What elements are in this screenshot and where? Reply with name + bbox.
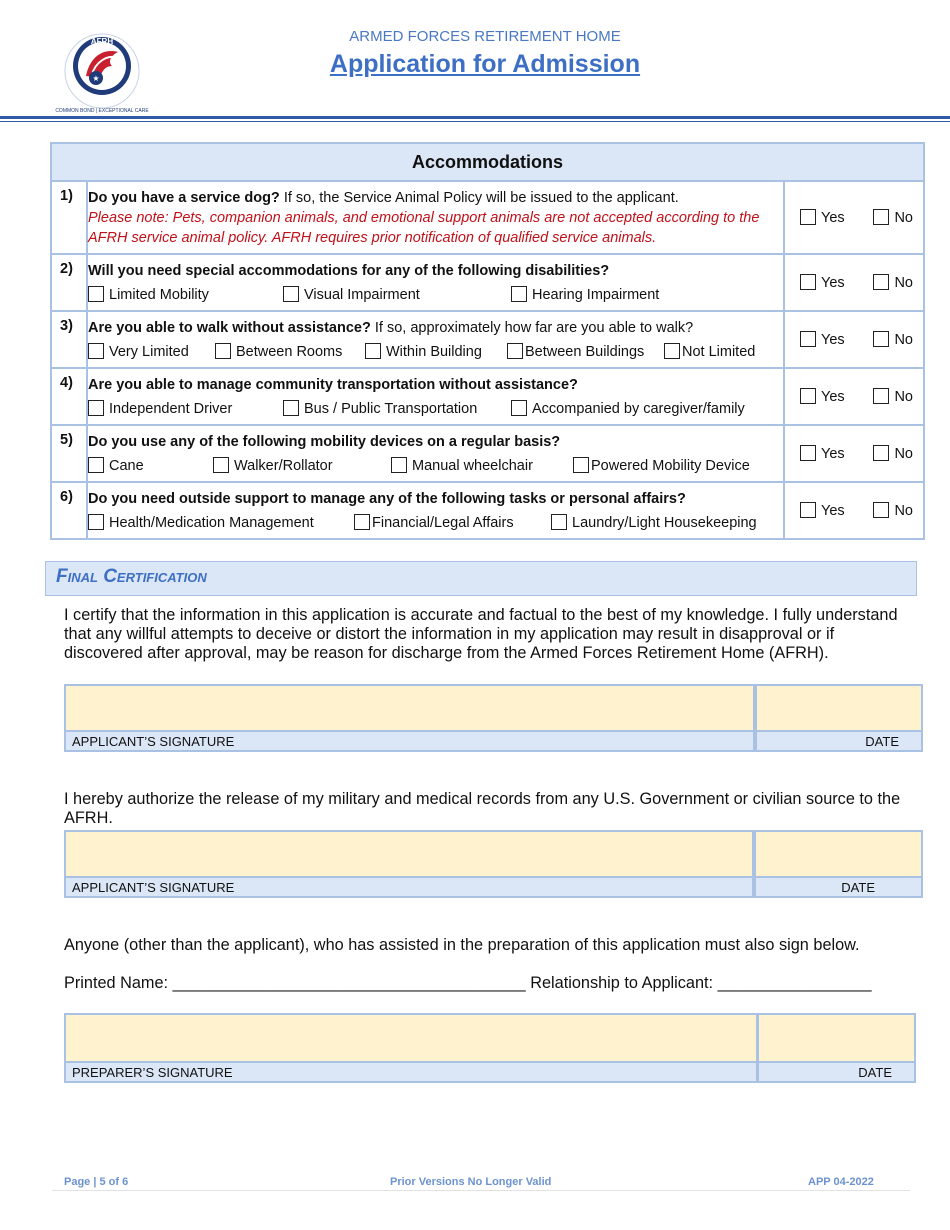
no-checkbox[interactable]: No xyxy=(873,445,913,462)
footer-rule xyxy=(52,1190,910,1191)
applicant-signature-field[interactable] xyxy=(64,684,755,752)
question-detail: If so, the Service Animal Policy will be issued to the applicant. xyxy=(279,190,679,206)
question-row xyxy=(51,311,924,368)
option-checkbox[interactable]: Visual Impairment xyxy=(283,285,511,305)
question-text: Are you able to walk without assistance? xyxy=(88,320,371,336)
yes-label: Yes xyxy=(821,210,845,226)
question-row xyxy=(51,368,924,425)
option-checkbox[interactable]: Financial/Legal Affairs xyxy=(354,513,551,533)
certification-heading: Final Certification xyxy=(56,566,207,587)
header-rule xyxy=(0,116,950,119)
preparer-instruction: Anyone (other than the applicant), who has assisted in the preparation of this application must also sign below. xyxy=(64,936,860,954)
question-number: 2) xyxy=(51,254,87,311)
service-animal-note: Please note: Pets, companion animals, and emotional support animals are not accepted according to the AFRH service animal policy. AFRH requires prior notification of qualified service animals. xyxy=(88,210,760,246)
no-checkbox[interactable]: No xyxy=(873,388,913,405)
option-checkbox[interactable]: Within Building xyxy=(365,342,507,362)
date-label: DATE xyxy=(756,876,921,896)
question-text: Are you able to manage community transportation without assistance? xyxy=(88,377,578,393)
option-checkbox[interactable]: Walker/Rollator xyxy=(213,456,391,476)
date-field[interactable] xyxy=(755,684,923,752)
no-checkbox[interactable]: No xyxy=(873,331,913,348)
preparer-signature-label: PREPARER’S SIGNATURE xyxy=(66,1061,756,1081)
organization-name: ARMED FORCES RETIREMENT HOME xyxy=(349,28,621,45)
header-rule-thin xyxy=(0,121,950,122)
question-text: Do you have a service dog? xyxy=(88,190,280,206)
no-checkbox[interactable]: No xyxy=(873,274,913,291)
page-title: Application for Admission xyxy=(329,50,641,78)
date-field[interactable] xyxy=(757,1013,916,1083)
question-detail: If so, approximately how far are you able to walk? xyxy=(370,320,694,336)
question-row xyxy=(51,482,924,539)
applicant-signature-label: APPLICANT’S SIGNATURE xyxy=(66,730,753,750)
question-number: 6) xyxy=(51,482,87,539)
yes-checkbox[interactable]: Yes xyxy=(800,445,845,462)
question-number: 4) xyxy=(51,368,87,425)
no-checkbox[interactable] xyxy=(873,209,913,226)
records-authorization: I hereby authorize the release of my military and medical records from any U.S. Government or civilian source to the AFRH. xyxy=(64,790,901,827)
no-checkbox[interactable]: No xyxy=(873,502,913,519)
option-checkbox[interactable]: Independent Driver xyxy=(88,399,283,419)
yes-checkbox[interactable]: Yes xyxy=(800,331,845,348)
logo-motto: COMMON BOND | EXCEPTIONAL CARE xyxy=(55,108,149,114)
option-checkbox[interactable]: Very Limited xyxy=(88,342,215,362)
preparer-signature-field[interactable] xyxy=(64,1013,758,1083)
printed-name-line[interactable]: Printed Name: _______________________________________ Relationship to Applicant: _________________ xyxy=(64,974,872,992)
form-code: APP 04-2022 xyxy=(808,1176,874,1188)
option-checkbox[interactable]: Cane xyxy=(88,456,213,476)
option-checkbox[interactable]: Between Buildings xyxy=(507,342,664,362)
option-checkbox[interactable]: Accompanied by caregiver/family xyxy=(511,399,745,419)
yes-checkbox[interactable]: Yes xyxy=(800,502,845,519)
date-label: DATE xyxy=(759,1061,914,1081)
yes-checkbox[interactable] xyxy=(800,209,845,226)
question-text: Will you need special accommodations for any of the following disabilities? xyxy=(88,263,610,279)
question-row xyxy=(51,254,924,311)
svg-text:★: ★ xyxy=(92,74,100,83)
question-row xyxy=(51,181,924,254)
page-number: Page | 5 of 6 xyxy=(64,1176,129,1188)
option-checkbox[interactable]: Health/Medication Management xyxy=(88,513,354,533)
option-checkbox[interactable]: Between Rooms xyxy=(215,342,365,362)
certification-statement: I certify that the information in this application is accurate and factual to the best of my knowledge. I fully understand that any willful attempts to deceive or distort the information in my application may result in disapproval or if discovered after approval, may be reason for discharge from the Armed Forces Retirement Home (AFRH). xyxy=(64,606,898,662)
no-label: No xyxy=(894,210,913,226)
option-checkbox[interactable]: Not Limited xyxy=(664,342,755,362)
yes-checkbox[interactable]: Yes xyxy=(800,388,845,405)
yes-checkbox[interactable]: Yes xyxy=(800,274,845,291)
question-number: 3) xyxy=(51,311,87,368)
applicant-signature-label: APPLICANT’S SIGNATURE xyxy=(66,876,752,896)
question-text: Do you use any of the following mobility devices on a regular basis? xyxy=(88,434,561,450)
version-notice: Prior Versions No Longer Valid xyxy=(390,1176,552,1188)
option-checkbox[interactable]: Limited Mobility xyxy=(88,285,283,305)
option-checkbox[interactable]: Powered Mobility Device xyxy=(573,456,750,476)
accommodations-heading: Accommodations xyxy=(51,143,924,181)
question-number: 5) xyxy=(51,425,87,482)
option-checkbox[interactable]: Manual wheelchair xyxy=(391,456,573,476)
accommodations-table xyxy=(50,142,925,540)
option-checkbox[interactable]: Laundry/Light Housekeeping xyxy=(551,513,757,533)
applicant-signature-field[interactable] xyxy=(64,830,754,898)
option-checkbox[interactable]: Hearing Impairment xyxy=(511,285,659,305)
question-number: 1) xyxy=(51,181,87,254)
date-label: DATE xyxy=(757,730,921,750)
option-checkbox[interactable]: Bus / Public Transportation xyxy=(283,399,511,419)
question-text: Do you need outside support to manage any of the following tasks or personal affairs? xyxy=(88,491,686,507)
logo-text: AFRH xyxy=(90,37,114,46)
question-row xyxy=(51,425,924,482)
date-field[interactable] xyxy=(754,830,923,898)
